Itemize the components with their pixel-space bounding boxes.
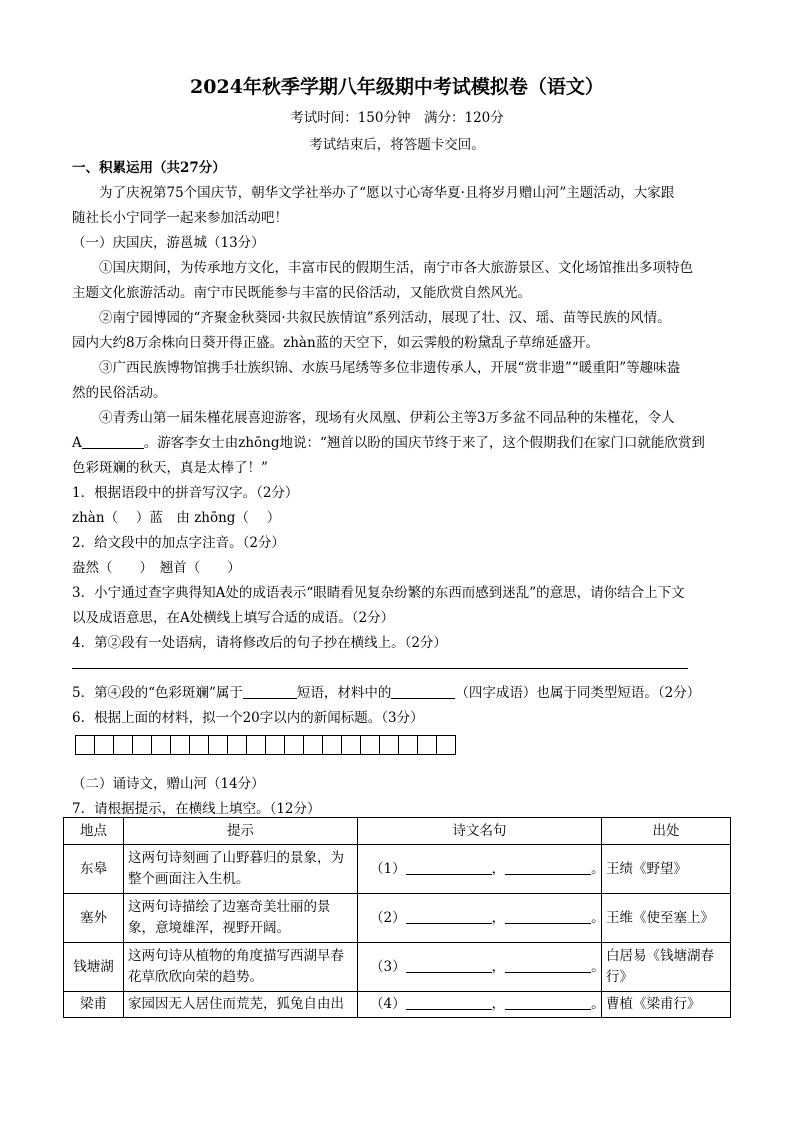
intro-text: 随社长小宁同学一起来参加活动吧！ (72, 210, 288, 226)
header-place: 地点 (64, 818, 124, 845)
cell-place: 梁甫 (64, 992, 124, 1018)
blank-a[interactable] (82, 434, 144, 449)
poem-sep: ， (491, 909, 506, 926)
grid-cell[interactable] (303, 735, 323, 755)
cell-source: 曹植《梁甫行》 (602, 992, 731, 1018)
paragraph-1: ①国庆期间，为传承地方文化，丰富市民的假期生活，南宁市各大旅游景区、文化场馆推出多项特色 (99, 260, 693, 276)
poem-blank[interactable] (505, 958, 591, 973)
paragraph-4-text: 。游客李女士由zhōng地说：“翘首以盼的国庆节终于来了，这个假期我们在家门口就能欣赏到 (143, 435, 705, 451)
paragraph-4: ④青秀山第一届朱槿花展喜迎游客，现场有火凤凰、伊莉公主等3万多盆不同品种的朱槿花，令人 (99, 410, 675, 426)
poem-end: 。 (591, 909, 605, 926)
exam-info: 考试时间：150分钟 满分：120分 (290, 110, 504, 126)
grid-cell[interactable] (132, 735, 152, 755)
question-5 (72, 681, 700, 701)
grid-cell[interactable] (360, 735, 380, 755)
question-3: 以及成语意思，在A处横线上填写合适的成语。（2分） (72, 610, 395, 626)
header-hint: 提示 (124, 818, 358, 845)
cell-source: 王绩《野望》 (602, 845, 731, 894)
grid-cell[interactable] (227, 735, 247, 755)
question-2: 2．给文段中的加点字注音。（2分） (72, 535, 285, 551)
poem-end: 。 (591, 958, 605, 975)
cell-hint: 这两句诗描绘了边塞奇美壮丽的景象，意境雄浑，视野开阔。 (124, 894, 358, 943)
grid-cell[interactable] (170, 735, 190, 755)
grid-cell[interactable] (284, 735, 304, 755)
table-row (64, 845, 731, 894)
grid-cell[interactable] (265, 735, 285, 755)
blank-a-label: A (72, 435, 82, 451)
poem-end: 。 (591, 996, 605, 1012)
cell-place: 钱塘湖 (64, 943, 124, 992)
grid-cell[interactable] (189, 735, 209, 755)
question-1: 1．根据语段中的拼音写汉字。（2分） (72, 485, 299, 501)
cell-place: 塞外 (64, 894, 124, 943)
section1-heading: 一、积累运用（共27分） (72, 160, 226, 176)
paragraph-4 (72, 431, 705, 451)
poem-sep: ， (491, 860, 506, 877)
question-3: 3．小宁通过查字典得知A处的成语表示“眼睛看见复杂纷繁的东西而感到迷乱”的意思，请你结合上下文 (72, 585, 685, 601)
part2-heading: （二）诵诗文，赠山河（14分） (72, 776, 265, 792)
poem-blank[interactable] (406, 958, 492, 973)
poem-blank[interactable] (406, 860, 492, 875)
table-row (64, 943, 731, 992)
question-6: 6．根据上面的材料，拟一个20字以内的新闻标题。（3分） (72, 710, 424, 726)
paragraph-1: 主题文化旅游活动。南宁市民既能参与丰富的民俗活动，又能欣赏自然风光。 (72, 285, 531, 301)
poem-sep: ， (491, 996, 506, 1012)
paragraph-3: 然的民俗活动。 (72, 385, 167, 401)
cell-place: 东皋 (64, 845, 124, 894)
part1-heading: （一）庆国庆，游邕城（13分） (72, 235, 265, 251)
cell-hint: 家园因无人居住而荒芜，狐兔自由出 (124, 992, 358, 1018)
paragraph-3: ③广西民族博物馆携手壮族织锦、水族马尾绣等多位非遗传承人，开展“赏非遗”“暖重阳”等趣味盎 (99, 360, 681, 376)
grid-cell[interactable] (246, 735, 266, 755)
grid-cell[interactable] (379, 735, 399, 755)
question-1-answer[interactable]: zhàn（ ）蓝 由 zhōng（ ） (72, 510, 281, 526)
poem-blank[interactable] (406, 909, 492, 924)
cell-poem (358, 845, 605, 894)
poem-end: 。 (591, 860, 605, 877)
question-5-text: 5．第④段的“色彩斑斓”属于 (72, 685, 243, 701)
poem-number: （3） (370, 958, 406, 975)
table-row (64, 992, 731, 1018)
poem-blank[interactable] (505, 995, 591, 1010)
grid-cell[interactable] (94, 735, 114, 755)
grid-cell[interactable] (436, 735, 456, 755)
answer-line[interactable] (72, 668, 688, 669)
exam-note: 考试结束后，将答题卡交回。 (309, 137, 485, 153)
cell-poem (358, 992, 605, 1018)
header-source: 出处 (602, 818, 731, 845)
question-4: 4．第②段有一处语病，请将修改后的句子抄在横线上。（2分） (72, 635, 447, 651)
paragraph-4: 色彩斑斓的秋天，真是太棒了！” (72, 460, 268, 476)
poem-sep: ， (491, 958, 506, 975)
cell-poem (358, 943, 605, 992)
poem-blank[interactable] (505, 909, 591, 924)
cell-poem (358, 894, 605, 943)
question-7: 7．请根据提示，在横线上填空。（12分） (72, 801, 321, 817)
blank-idiom[interactable] (391, 684, 455, 699)
poem-number: （2） (370, 909, 406, 926)
grid-cell[interactable] (341, 735, 361, 755)
question-5-text: （四字成语）也属于同类型短语。（2分） (455, 685, 701, 701)
poem-table (63, 817, 731, 1018)
table-header-row (64, 818, 731, 845)
question-5-text: 短语，材料中的 (296, 685, 392, 701)
page-title: 2024年秋季学期八年级期中考试模拟卷（语文） (190, 76, 604, 98)
grid-cell[interactable] (322, 735, 342, 755)
intro-text: 为了庆祝第75个国庆节，朝华文学社举办了“愿以寸心寄华夏·且将岁月赠山河”主题活动，大家跟 (99, 185, 675, 201)
grid-cell[interactable] (417, 735, 437, 755)
poem-blank[interactable] (505, 860, 591, 875)
title-answer-grid[interactable] (75, 735, 456, 755)
blank-phrase-type[interactable] (243, 684, 297, 699)
poem-number: （4） (370, 996, 406, 1012)
grid-cell[interactable] (398, 735, 418, 755)
cell-hint: 这两句诗刻画了山野暮归的景象，为整个画面注入生机。 (124, 845, 358, 894)
paragraph-2: 园内大约8万余株向日葵开得正盛。zhàn蓝的天空下，如云霁般的粉黛乱子草绵延盛开。 (72, 335, 600, 351)
poem-blank[interactable] (406, 995, 492, 1010)
grid-cell[interactable] (208, 735, 228, 755)
table-row (64, 894, 731, 943)
poem-number: （1） (370, 860, 406, 877)
question-2-answer[interactable]: 盎然（ ） 翘首（ ） (72, 560, 241, 576)
paragraph-2: ②南宁园博园的“齐聚金秋葵园·共叙民族情谊”系列活动，展现了壮、汉、瑶、苗等民族的风情。 (99, 310, 671, 326)
grid-cell[interactable] (113, 735, 133, 755)
header-poem: 诗文名句 (358, 818, 602, 845)
cell-source: 王维《使至塞上》 (602, 894, 731, 943)
grid-cell[interactable] (75, 735, 95, 755)
cell-source: 白居易《钱塘湖春行》 (602, 943, 731, 992)
grid-cell[interactable] (151, 735, 171, 755)
cell-hint: 这两句诗从植物的角度描写西湖早春花草欣欣向荣的趋势。 (124, 943, 358, 992)
